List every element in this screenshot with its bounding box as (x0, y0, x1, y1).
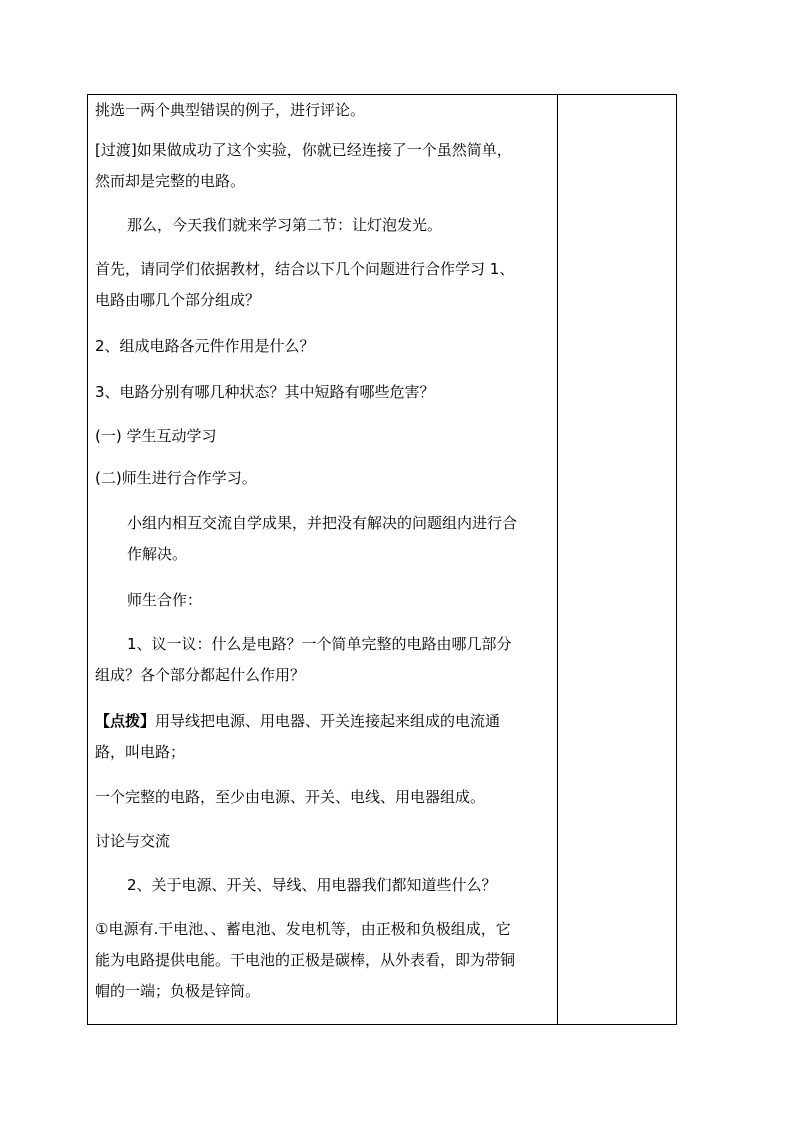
paragraph-3-line-1: 那么，今天我们就来学习第二节：让灯泡发光。 (127, 216, 443, 234)
paragraph-11-line-1: 1、议一议：什么是电路？一个简单完整的电路由哪几部分 (127, 635, 512, 653)
paragraph-10-line-1: 师生合作： (127, 591, 203, 609)
paragraph-10 (95, 585, 581, 616)
paragraph-12-line-1: 用导线把电源、用电器、开关连接起来组成的电流通 (155, 712, 501, 730)
paragraph-4-line-2: 电路由哪几个部分组成？ (95, 291, 261, 309)
notes-cell (558, 95, 676, 1024)
paragraph-6-line-1: 3、电路分别有哪几种状态？其中短路有哪些危害？ (95, 383, 435, 401)
paragraph-15 (95, 870, 581, 901)
paragraph-1-line-1: 挑选一两个典型错误的例子，进行评论。 (95, 101, 366, 119)
paragraph-4 (95, 254, 549, 316)
paragraph-2-line-2: 然而却是完整的电路。 (95, 172, 246, 190)
paragraph-9-line-1: 小组内相互交流自学成果，并把没有解决的问题组内进行合 (127, 514, 518, 532)
paragraph-2-line-1: [过渡]如果做成功了这个实验，你就已经连接了一个虽然简单， (95, 141, 512, 159)
paragraph-3 (95, 210, 581, 241)
paragraph-16 (95, 914, 549, 1007)
paragraph-9-line-2: 作解决。 (127, 545, 188, 563)
paragraph-11 (95, 629, 581, 691)
paragraph-16-line-1: ①电源有.干电池、、蓄电池、发电机等，由正极和负极组成，它 (95, 920, 511, 938)
paragraph-8 (95, 463, 549, 494)
paragraph-16-line-3: 帽的一端；负极是锌筒。 (95, 982, 261, 1000)
paragraph-4-line-1: 首先，请同学们依据教材，结合以下几个问题进行合作学习 1、 (95, 260, 515, 278)
content-cell (88, 95, 557, 1024)
paragraph-1 (95, 95, 549, 126)
paragraph-15-line-1: 2、关于电源、开关、导线、用电器我们都知道些什么？ (127, 876, 497, 894)
hint-label: 【点拨】 (95, 712, 156, 730)
paragraph-12 (95, 706, 549, 768)
paragraph-7 (95, 421, 549, 452)
paragraph-13 (95, 782, 549, 813)
paragraph-5-line-1: 2、组成电路各元件作用是什么？ (95, 337, 315, 355)
paragraph-14 (95, 826, 549, 857)
paragraph-2 (95, 135, 549, 197)
paragraph-14-line-1: 讨论与交流 (95, 832, 171, 850)
paragraph-9 (95, 508, 581, 570)
paragraph-12-line-2: 路，叫电路； (95, 743, 186, 761)
paragraph-7-line-1: (一) 学生互动学习 (95, 427, 217, 445)
paragraph-6 (95, 377, 549, 408)
paragraph-13-line-1: 一个完整的电路，至少由电源、开关、电线、用电器组成。 (95, 788, 486, 806)
paragraph-5 (95, 331, 549, 362)
paragraph-8-line-1: (二)师生进行合作学习。 (95, 469, 257, 487)
paragraph-16-line-2: 能为电路提供电能。干电池的正极是碳棒，从外表看，即为带铜 (95, 951, 516, 969)
paragraph-11-line-2: 组成？各个部分都起什么作用？ (95, 666, 306, 684)
document-table (87, 94, 677, 1025)
